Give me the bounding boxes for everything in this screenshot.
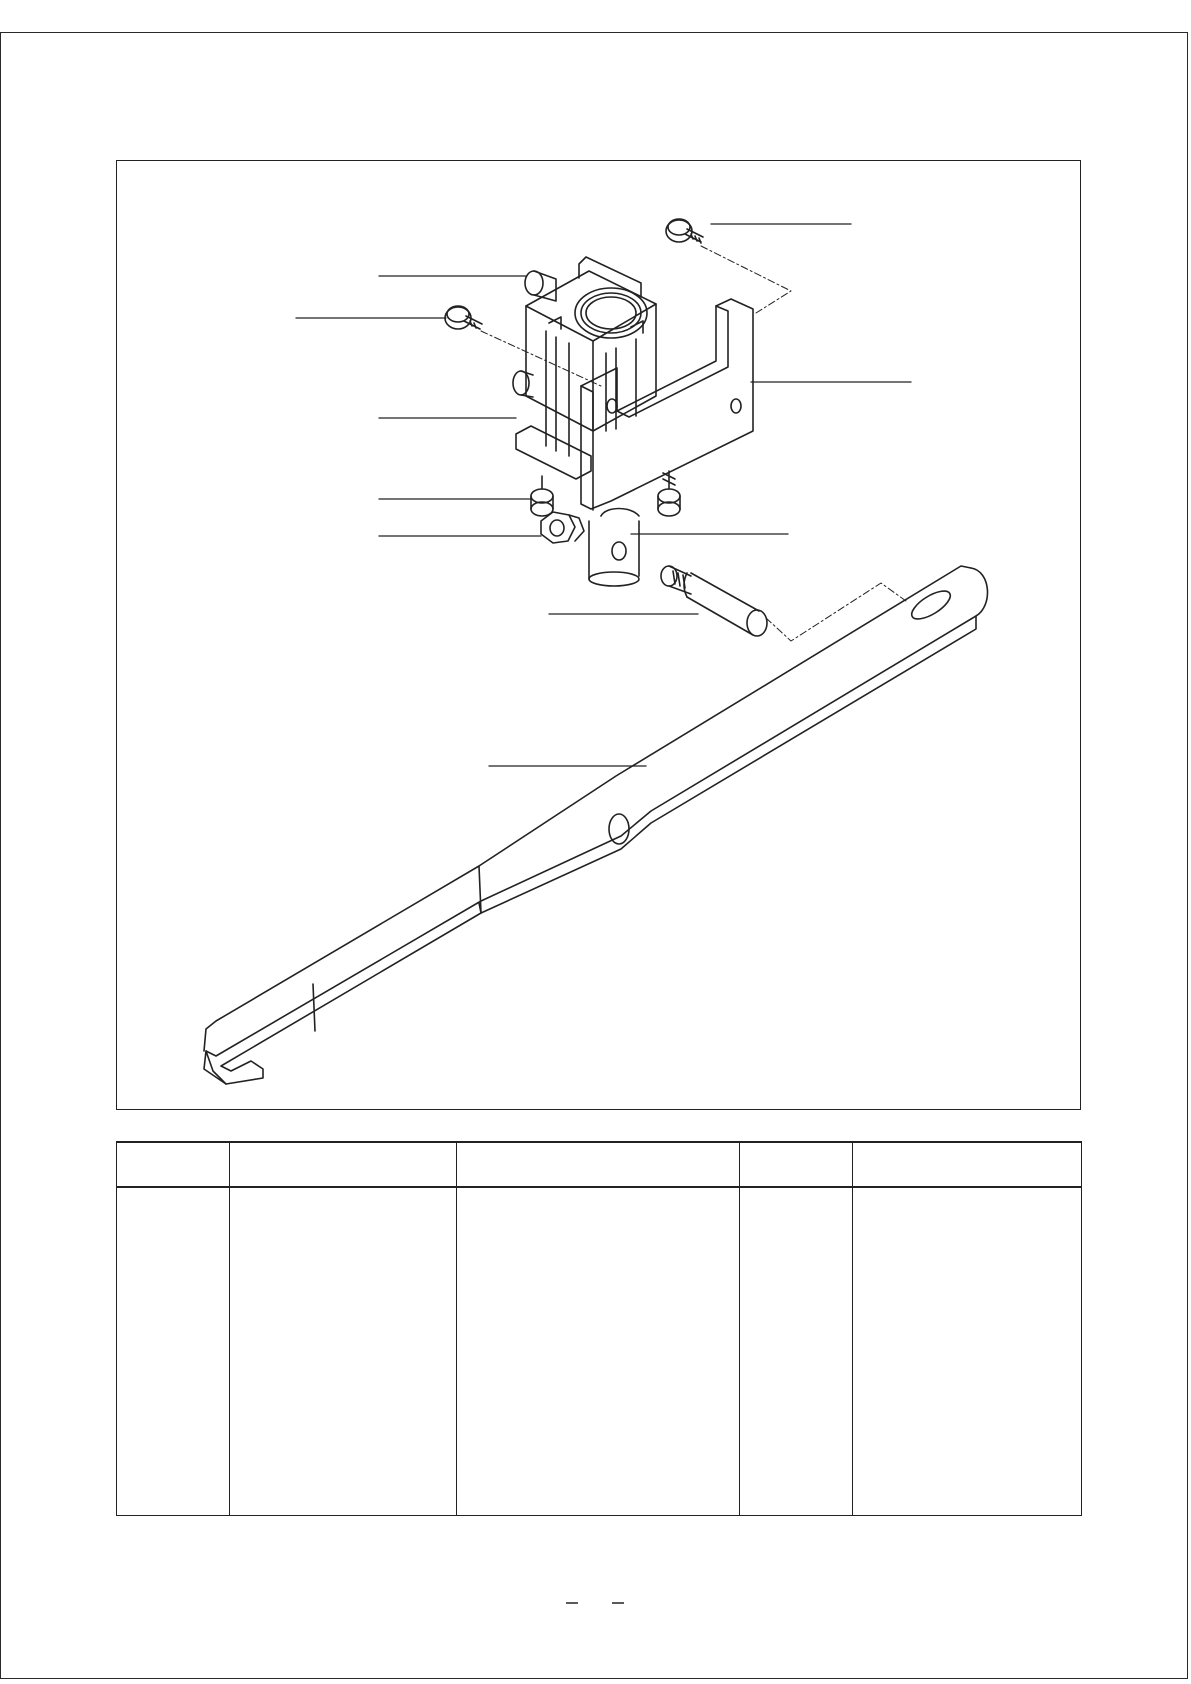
- page-number-marks: [560, 1597, 640, 1609]
- cap-screw-left: [531, 476, 553, 516]
- shaft: [589, 509, 639, 587]
- set-screw-upper: [525, 271, 556, 301]
- table-row: [117, 1187, 1082, 1516]
- header-quantity: [740, 1142, 853, 1187]
- parts-list-table: [116, 1141, 1082, 1516]
- cap-screw-right: [658, 471, 680, 516]
- header-description: [457, 1142, 740, 1187]
- leader-lines: [296, 224, 911, 766]
- table-cell: [457, 1187, 740, 1516]
- table-cell: [853, 1187, 1082, 1516]
- set-screw-lower: [513, 371, 533, 397]
- mounting-bracket: [581, 299, 753, 510]
- hex-nut: [541, 512, 584, 543]
- lever-arm: [204, 566, 987, 1084]
- table-cell: [230, 1187, 457, 1516]
- assembly-lines: [481, 246, 906, 641]
- cylinder-block: [516, 257, 656, 479]
- table-cell: [117, 1187, 230, 1516]
- diagram-drawing: [117, 161, 1082, 1111]
- header-remarks: [853, 1142, 1082, 1187]
- header-ref-no: [117, 1142, 230, 1187]
- screw-top-left: [445, 306, 482, 329]
- header-part-no: [230, 1142, 457, 1187]
- page-footer: [560, 1596, 640, 1608]
- table-cell: [740, 1187, 853, 1516]
- table-header-row: [117, 1142, 1082, 1187]
- exploded-parts-diagram: [116, 160, 1081, 1110]
- stepped-pin: [661, 566, 767, 636]
- screw-top-right: [666, 219, 703, 243]
